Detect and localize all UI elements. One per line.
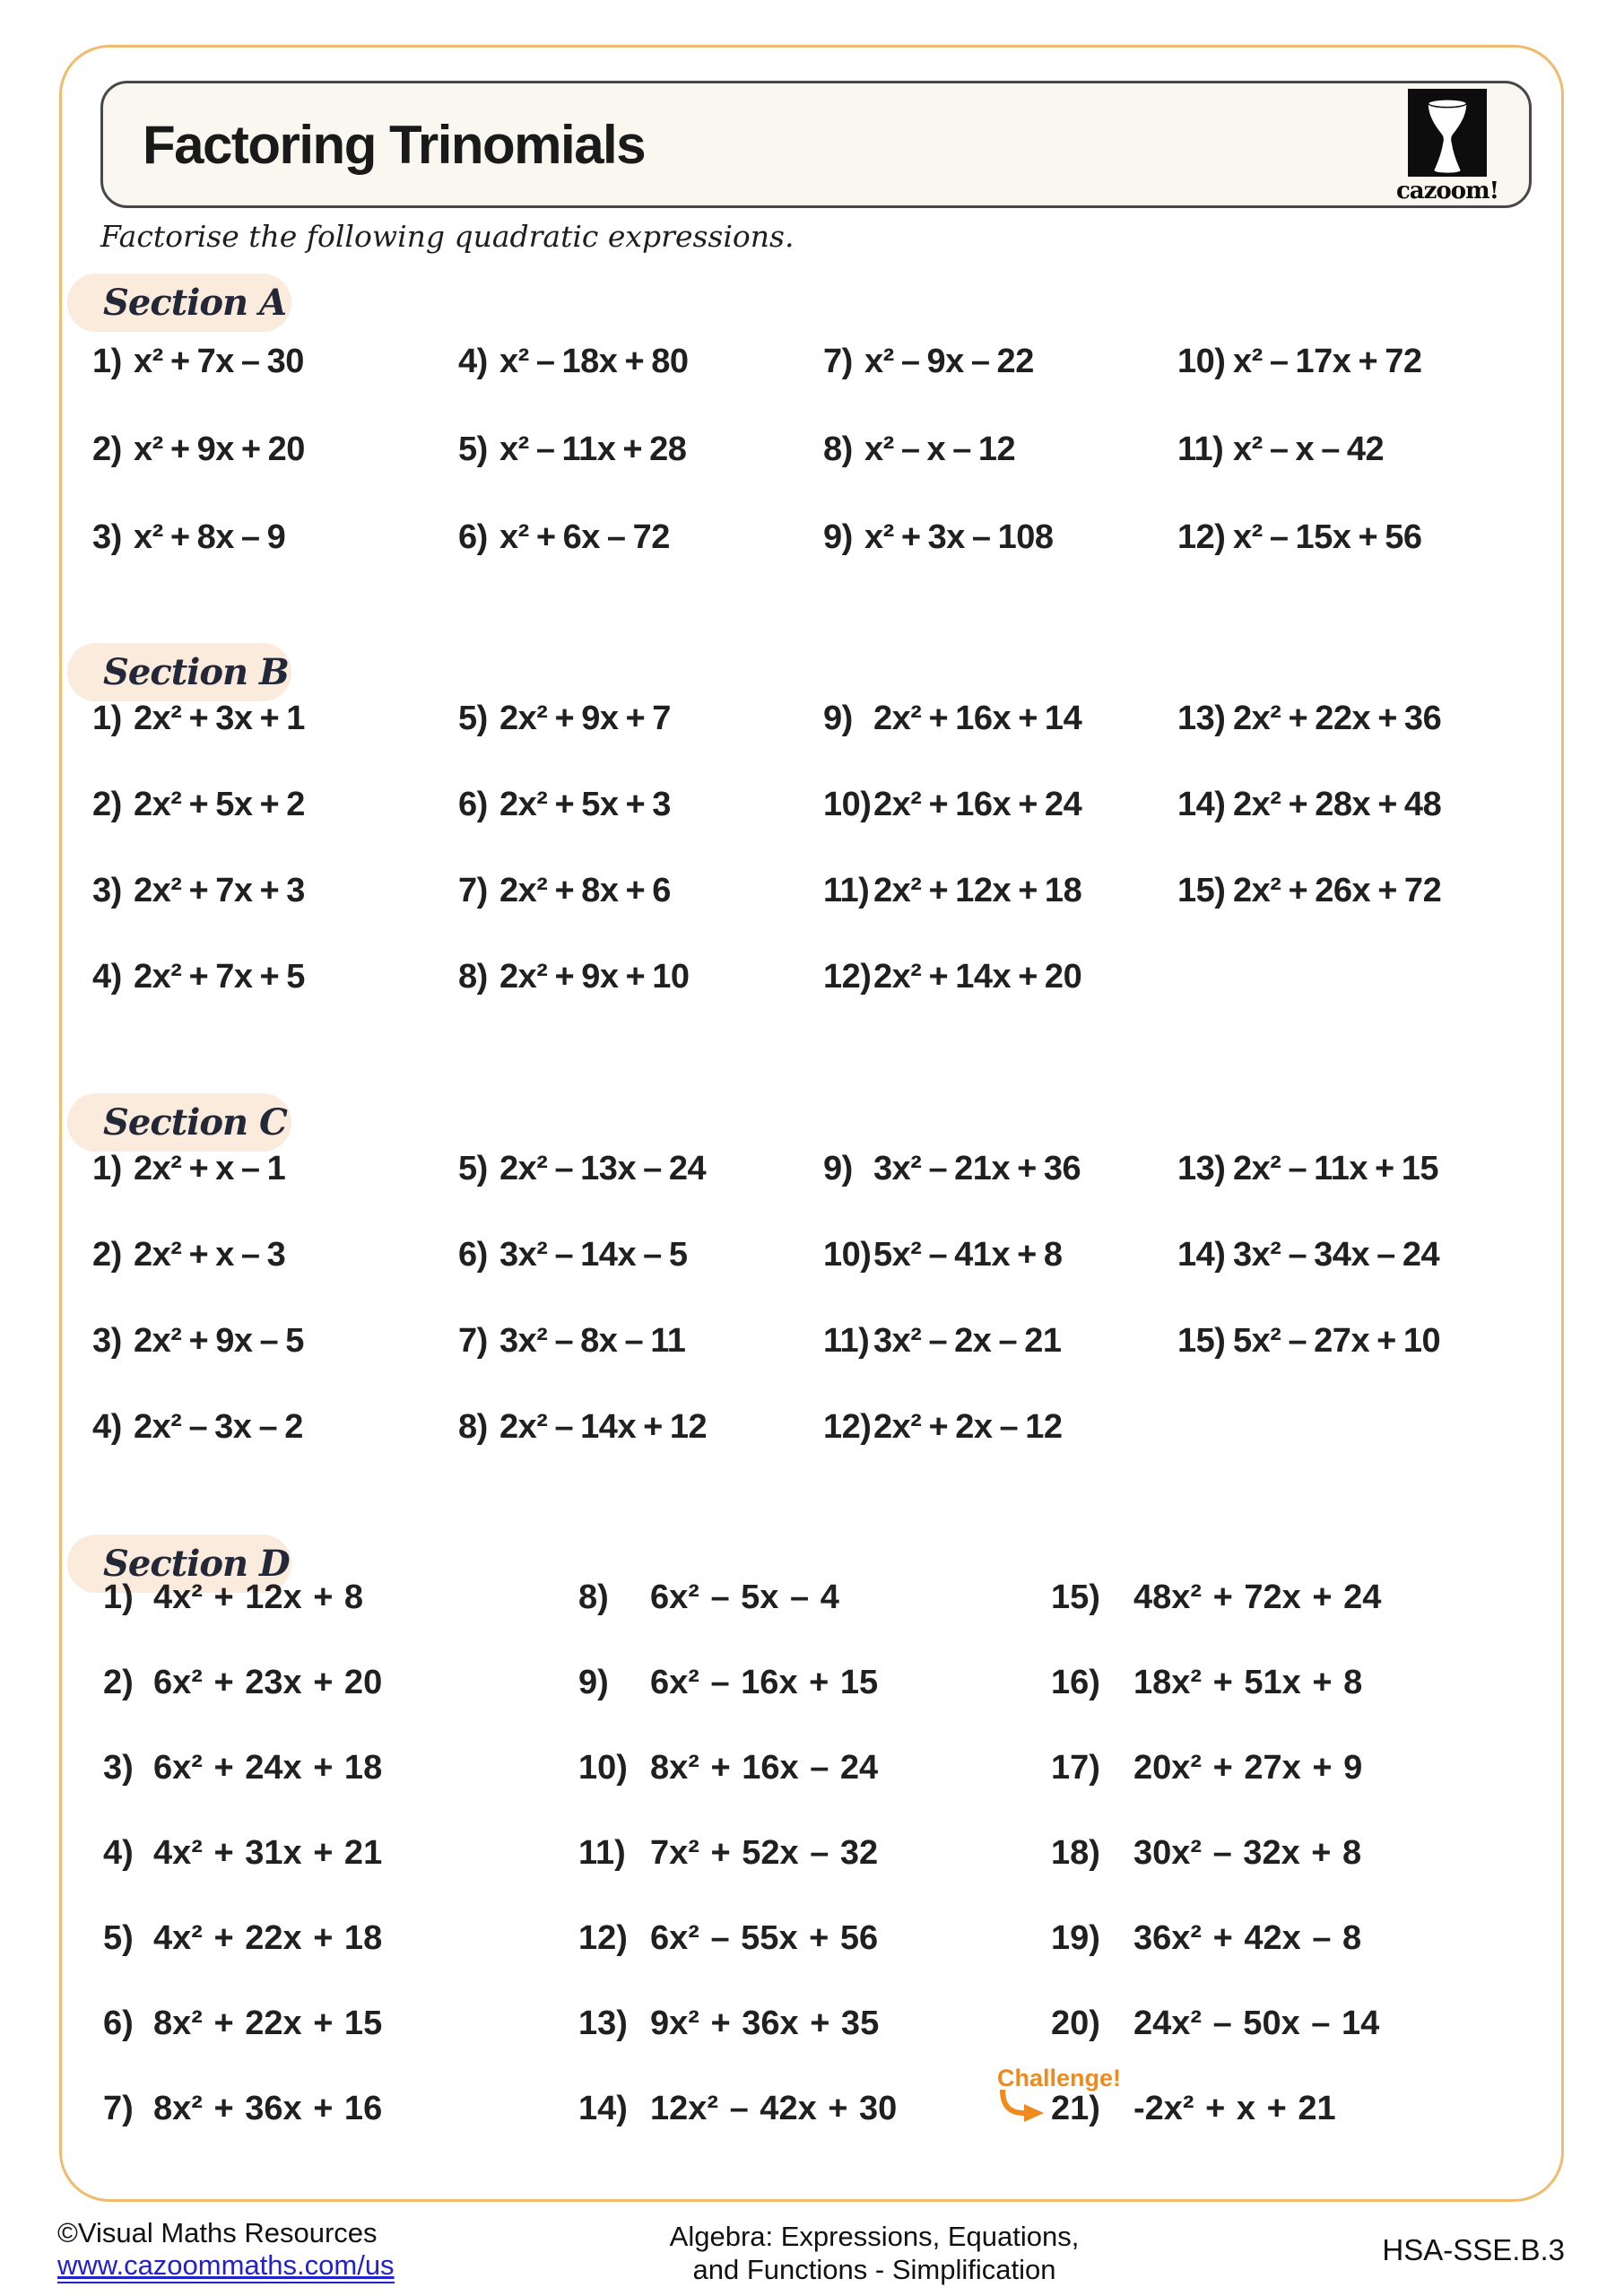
challenge-arrow-icon [997, 2090, 1046, 2128]
problem-expression: x² + 6x – 72 [499, 518, 670, 556]
problem-number: 10) [823, 1236, 872, 1274]
topic-line-1: Algebra: Expressions, Equations, [669, 2221, 1080, 2252]
problem-expression: 2x² + 9x + 10 [499, 958, 690, 996]
problem-expression: 6x² – 55x + 56 [650, 1919, 879, 1957]
problem-expression: 2x² + 7x + 5 [134, 958, 305, 996]
problem-number: 12) [823, 1408, 872, 1446]
problem-expression: 2x² + 9x + 7 [499, 700, 671, 737]
problem-c-4 [92, 1408, 304, 1494]
problem-number: 7) [458, 872, 488, 909]
problem-number: 7) [458, 1322, 488, 1360]
page-title: Factoring Trinomials [143, 114, 646, 175]
problem-expression: 5x² – 27x + 10 [1233, 1322, 1441, 1360]
problem-number: 12) [578, 1919, 628, 1957]
problem-d-17 [1051, 1749, 1381, 1834]
problem-d-12 [578, 1919, 897, 2005]
problem-expression: x² – x – 12 [864, 430, 1016, 468]
problem-expression: x² – 15x + 56 [1233, 518, 1422, 556]
problem-expression: x² – 11x + 28 [499, 430, 687, 468]
problem-expression: 48x² + 72x + 24 [1133, 1578, 1382, 1616]
section-b-column-2 [458, 700, 690, 1044]
section-c-header [67, 1093, 291, 1152]
problem-d-13 [578, 2005, 897, 2090]
problem-expression: 2x² + 5x + 3 [499, 786, 671, 823]
problem-expression: 2x² + 14x + 20 [873, 958, 1082, 996]
problem-number: 11) [578, 1834, 626, 1872]
section-c-column-3 [823, 1150, 1081, 1494]
problem-number: 9) [823, 518, 853, 556]
problem-c-15 [1177, 1322, 1440, 1408]
problem-expression: 7x² + 52x – 32 [650, 1834, 879, 1872]
problem-number: 2) [92, 430, 122, 468]
challenge-label: Challenge! [997, 2065, 1122, 2092]
problem-expression: x² – 9x – 22 [864, 343, 1034, 380]
problem-d-4 [103, 1834, 382, 1919]
problem-b-10 [823, 786, 1081, 872]
problem-d-14 [578, 2090, 897, 2175]
problem-expression: 8x² + 16x – 24 [650, 1749, 879, 1787]
problem-expression: 8x² + 36x + 16 [153, 2090, 383, 2127]
problem-number: 9) [578, 1664, 609, 1701]
problem-number: 20) [1051, 2005, 1100, 2042]
problem-expression: 2x² + 8x + 6 [499, 872, 671, 909]
problem-expression: x² – x – 42 [1233, 430, 1385, 468]
problem-number: 1) [92, 343, 122, 380]
problem-number: 14) [1177, 786, 1226, 823]
problem-expression: 6x² + 24x + 18 [153, 1749, 383, 1787]
problem-a-12 [1177, 518, 1422, 606]
problem-a-5 [458, 430, 689, 518]
problem-expression: 2x² + x – 3 [134, 1236, 286, 1274]
cazoom-logo [1396, 89, 1498, 204]
problem-expression: 4x² + 22x + 18 [153, 1919, 383, 1957]
problem-expression: 2x² – 11x + 15 [1233, 1150, 1439, 1187]
problem-number: 9) [823, 1150, 853, 1187]
problem-b-4 [92, 958, 305, 1044]
problem-d-3 [103, 1749, 382, 1834]
problem-number: 13) [1177, 1150, 1226, 1187]
problem-d-8 [578, 1578, 897, 1664]
problem-number: 15) [1177, 872, 1226, 909]
section-c-column-2 [458, 1150, 707, 1494]
problem-expression: 9x² + 36x + 35 [650, 2005, 880, 2042]
problem-expression: 2x² + 16x + 14 [873, 700, 1082, 737]
problem-number: 3) [92, 1322, 122, 1360]
section-a-column-2 [458, 343, 689, 606]
problem-expression: 3x² – 34x – 24 [1233, 1236, 1440, 1274]
problem-number: 11) [1177, 430, 1224, 468]
problem-number: 6) [103, 2005, 134, 2042]
copyright-text: ©Visual Maths Resources [57, 2217, 378, 2248]
problem-number: 5) [458, 430, 488, 468]
problem-d-10 [578, 1749, 897, 1834]
problem-c-3 [92, 1322, 304, 1408]
section-b-column-3 [823, 700, 1081, 1044]
problem-number: 10) [823, 786, 872, 823]
problem-number: 1) [92, 1150, 122, 1187]
problem-expression: x² + 7x – 30 [134, 343, 304, 380]
problem-expression: 2x² + 12x + 18 [873, 872, 1082, 909]
problem-expression: 2x² + 9x – 5 [134, 1322, 304, 1360]
problem-b-5 [458, 700, 690, 786]
problem-number: 13) [578, 2005, 628, 2042]
problem-number: 6) [458, 1236, 488, 1274]
problem-c-7 [458, 1322, 707, 1408]
problem-c-6 [458, 1236, 707, 1322]
problem-number: 12) [823, 958, 872, 996]
problem-number: 8) [458, 958, 488, 996]
problem-number: 8) [578, 1578, 609, 1616]
problem-b-3 [92, 872, 305, 958]
problem-c-10 [823, 1236, 1081, 1322]
djembe-drum-icon [1408, 89, 1487, 177]
problem-expression: 8x² + 22x + 15 [153, 2005, 383, 2042]
problem-b-14 [1177, 786, 1441, 872]
problem-d-18 [1051, 1834, 1381, 1919]
problem-b-13 [1177, 700, 1441, 786]
section-d-column-1 [103, 1578, 382, 2175]
website-link[interactable]: www.cazoommaths.com/us [57, 2249, 395, 2283]
problem-number: 4) [103, 1834, 134, 1872]
problem-d-7 [103, 2090, 382, 2175]
problem-expression: 2x² + 22x + 36 [1233, 700, 1442, 737]
problem-d-11 [578, 1834, 897, 1919]
problem-expression: 4x² + 12x + 8 [153, 1578, 364, 1616]
problem-c-11 [823, 1322, 1081, 1408]
problem-number: 8) [458, 1408, 488, 1446]
problem-c-14 [1177, 1236, 1440, 1322]
problem-expression: 30x² – 32x + 8 [1133, 1834, 1362, 1872]
problem-b-7 [458, 872, 690, 958]
problem-expression: x² + 8x – 9 [134, 518, 286, 556]
problem-a-10 [1177, 343, 1422, 430]
problem-number: 4) [92, 1408, 122, 1446]
problem-expression: 5x² – 41x + 8 [873, 1236, 1063, 1274]
problem-number: 9) [823, 700, 853, 737]
problem-b-9 [823, 700, 1081, 786]
section-a-header [67, 274, 291, 332]
problem-expression: 6x² + 23x + 20 [153, 1664, 383, 1701]
problem-b-8 [458, 958, 690, 1044]
problem-number: 1) [103, 1578, 134, 1616]
problem-d-6 [103, 2005, 382, 2090]
problem-expression: 2x² + 16x + 24 [873, 786, 1082, 823]
section-b-column-1 [92, 700, 305, 1044]
problem-a-6 [458, 518, 689, 606]
problem-number: 13) [1177, 700, 1226, 737]
problem-number: 5) [458, 700, 488, 737]
problem-number: 11) [823, 872, 870, 909]
problem-expression: -2x² + x + 21 [1133, 2090, 1336, 2127]
problem-expression: x² – 17x + 72 [1233, 343, 1422, 380]
problem-a-8 [823, 430, 1054, 518]
problem-number: 15) [1177, 1322, 1226, 1360]
section-a-column-1 [92, 343, 305, 606]
problem-expression: 6x² – 16x + 15 [650, 1664, 879, 1701]
problem-expression: 24x² – 50x – 14 [1133, 2005, 1380, 2042]
problem-d-19 [1051, 1919, 1381, 2005]
problem-number: 11) [823, 1322, 870, 1360]
section-a-title: Section A [103, 282, 287, 324]
section-d-title: Section D [103, 1543, 290, 1585]
problem-number: 3) [92, 518, 122, 556]
problem-expression: 2x² – 13x – 24 [499, 1150, 707, 1187]
problem-expression: x² + 9x + 20 [134, 430, 305, 468]
section-b-title: Section B [103, 651, 289, 693]
problem-number: 4) [92, 958, 122, 996]
problem-number: 15) [1051, 1578, 1100, 1616]
section-a-column-4 [1177, 343, 1422, 606]
problem-number: 3) [92, 872, 122, 909]
problem-d-16 [1051, 1664, 1381, 1749]
problem-number: 7) [823, 343, 853, 380]
problem-expression: 36x² + 42x – 8 [1133, 1919, 1362, 1957]
problem-expression: 2x² + x – 1 [134, 1150, 286, 1187]
problem-a-7 [823, 343, 1054, 430]
problem-expression: 6x² – 5x – 4 [650, 1578, 839, 1616]
problem-expression: 2x² + 28x + 48 [1233, 786, 1442, 823]
problem-expression: x² + 3x – 108 [864, 518, 1054, 556]
problem-a-4 [458, 343, 689, 430]
problem-a-2 [92, 430, 305, 518]
problem-a-9 [823, 518, 1054, 606]
problem-number: 10) [578, 1749, 628, 1787]
problem-c-12 [823, 1408, 1081, 1494]
section-b-header [67, 643, 291, 701]
problem-b-2 [92, 786, 305, 872]
problem-d-1 [103, 1578, 382, 1664]
problem-number: 5) [103, 1919, 134, 1957]
problem-b-6 [458, 786, 690, 872]
problem-b-11 [823, 872, 1081, 958]
problem-c-2 [92, 1236, 304, 1322]
section-c-title: Section C [103, 1101, 287, 1144]
problem-number: 7) [103, 2090, 134, 2127]
problem-d-2 [103, 1664, 382, 1749]
problem-expression: 2x² + 2x – 12 [873, 1408, 1063, 1446]
section-c-column-1 [92, 1150, 304, 1494]
problem-number: 2) [92, 1236, 122, 1274]
problem-number: 8) [823, 430, 853, 468]
topic-line-2: and Functions - Simplification [692, 2253, 1056, 2285]
problem-expression: 3x² – 21x + 36 [873, 1150, 1081, 1187]
problem-number: 5) [458, 1150, 488, 1187]
problem-number: 1) [92, 700, 122, 737]
problem-number: 16) [1051, 1664, 1100, 1701]
problem-number: 19) [1051, 1919, 1100, 1957]
problem-a-1 [92, 343, 305, 430]
problem-b-1 [92, 700, 305, 786]
problem-number: 18) [1051, 1834, 1100, 1872]
topic-description [670, 2221, 1080, 2286]
problem-c-13 [1177, 1150, 1440, 1236]
problem-expression: 3x² – 8x – 11 [499, 1322, 686, 1360]
problem-expression: 2x² + 3x + 1 [134, 700, 305, 737]
problem-number: 6) [458, 786, 488, 823]
problem-d-9 [578, 1664, 897, 1749]
section-b-column-4 [1177, 700, 1441, 958]
problem-number: 3) [103, 1749, 134, 1787]
problem-c-1 [92, 1150, 304, 1236]
problem-number: 12) [1177, 518, 1226, 556]
problem-b-15 [1177, 872, 1441, 958]
section-d-column-2 [578, 1578, 897, 2175]
problem-a-3 [92, 518, 305, 606]
section-a-column-3 [823, 343, 1054, 606]
problem-expression: 2x² + 5x + 2 [134, 786, 305, 823]
problem-c-5 [458, 1150, 707, 1236]
problem-number: 14) [1177, 1236, 1226, 1274]
problem-number: 4) [458, 343, 488, 380]
problem-expression: 2x² + 26x + 72 [1233, 872, 1442, 909]
problem-expression: 3x² – 14x – 5 [499, 1236, 688, 1274]
problem-expression: x² – 18x + 80 [499, 343, 689, 380]
problem-expression: 2x² + 7x + 3 [134, 872, 305, 909]
problem-d-15 [1051, 1578, 1381, 1664]
problem-expression: 2x² – 3x – 2 [134, 1408, 303, 1446]
problem-b-12 [823, 958, 1081, 1044]
problem-number: 6) [458, 518, 488, 556]
problem-expression: 3x² – 2x – 21 [873, 1322, 1062, 1360]
problem-expression: 4x² + 31x + 21 [153, 1834, 383, 1872]
problem-d-5 [103, 1919, 382, 2005]
logo-wordmark: cazoom! [1395, 177, 1498, 204]
problem-number: 21) [1051, 2090, 1100, 2127]
problem-expression: 18x² + 51x + 8 [1133, 1664, 1363, 1701]
problem-c-9 [823, 1150, 1081, 1236]
problem-a-11 [1177, 430, 1422, 518]
section-c-column-4 [1177, 1150, 1440, 1408]
instruction-text: Factorise the following quadratic expressions. [100, 219, 795, 254]
problem-d-21-challenge [1051, 2090, 1381, 2175]
problem-number: 10) [1177, 343, 1226, 380]
problem-number: 2) [103, 1664, 134, 1701]
problem-expression: 2x² – 14x + 12 [499, 1408, 708, 1446]
standard-code: HSA-SSE.B.3 [1382, 2233, 1565, 2266]
problem-c-8 [458, 1408, 707, 1494]
problem-number: 17) [1051, 1749, 1100, 1787]
problem-expression: 20x² + 27x + 9 [1133, 1749, 1363, 1787]
title-box [100, 81, 1532, 208]
problem-number: 2) [92, 786, 122, 823]
problem-number: 14) [578, 2090, 628, 2127]
problem-expression: 12x² – 42x + 30 [650, 2090, 898, 2127]
